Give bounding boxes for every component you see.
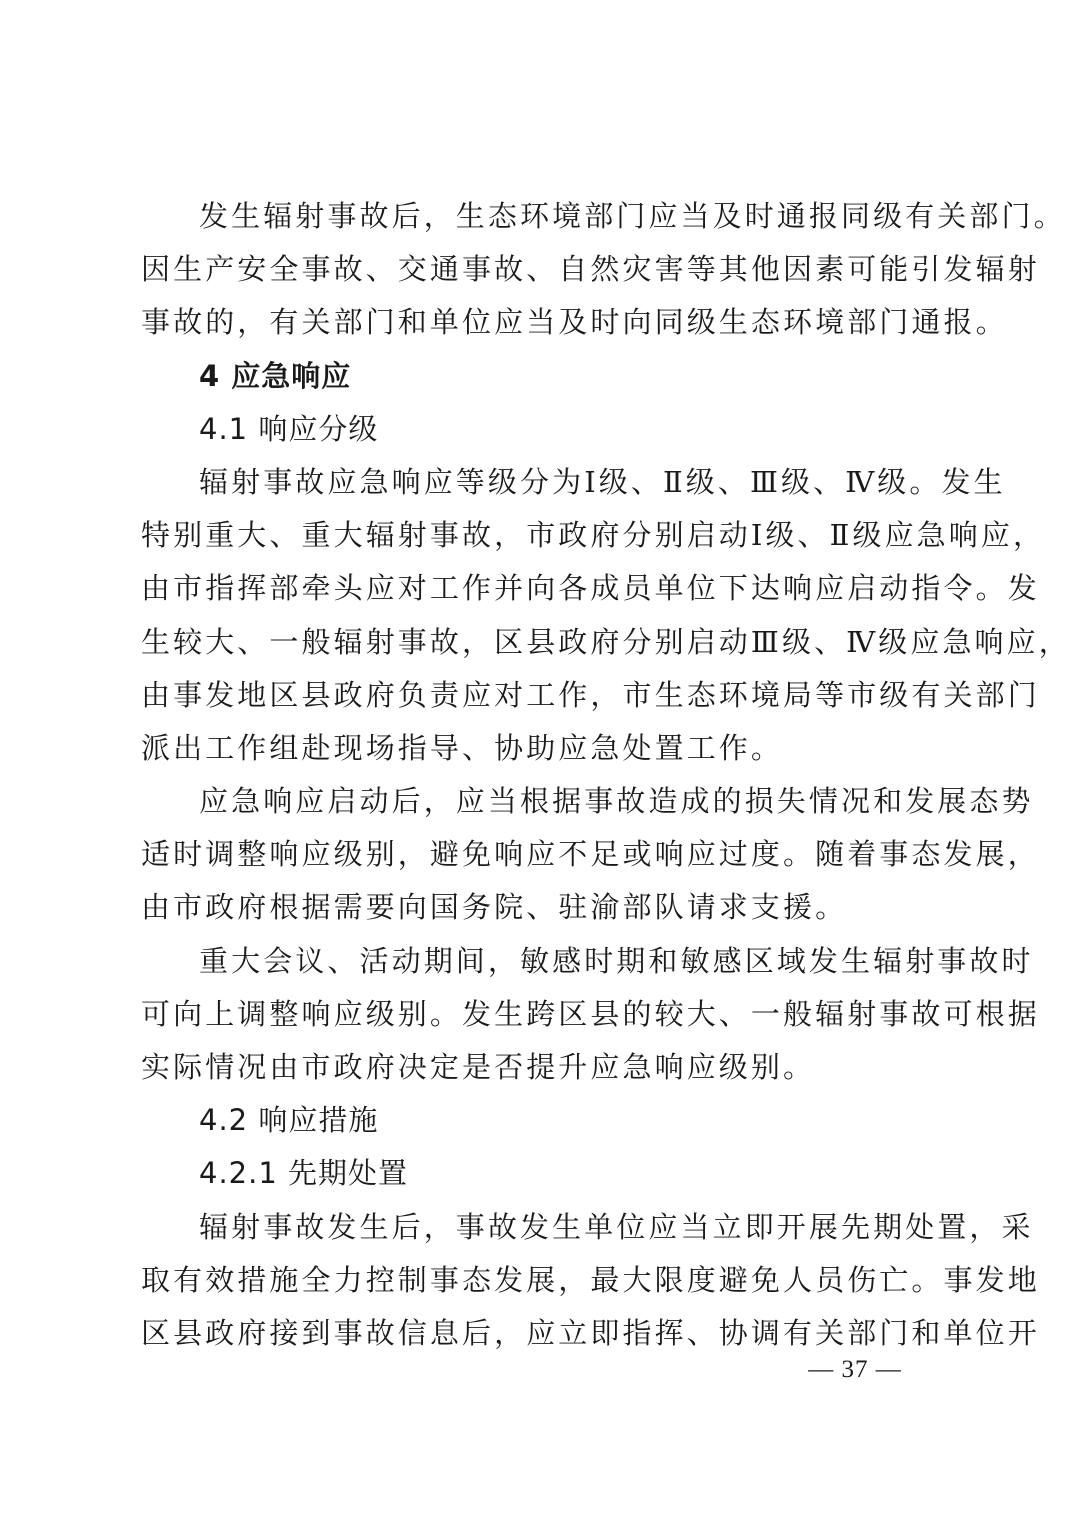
text-line: 因生产安全事故、交通事故、自然灾害等其他因素可能引发辐射 [141,252,1040,287]
text-line: 由市政府根据需要向国务院、驻渝部队请求支援。 [141,890,848,925]
subsection-heading: 4.1 响应分级 [199,411,379,446]
text-line: 可向上调整响应级别。发生跨区县的较大、一般辐射事故可根据 [141,996,1040,1031]
text-line: 事故的，有关部门和单位应当及时向同级生态环境部门通报。 [141,305,1008,340]
document-body [141,190,1071,1360]
text-line: 特别重大、重大辐射事故，市政府分别启动Ⅰ级、Ⅱ级应急响应， [141,518,1046,553]
text-line: 区县政府接到事故信息后，应立即指挥、协调有关部门和单位开 [141,1315,1040,1350]
section-heading: 4 应急响应 [199,358,352,393]
text-line: 实际情况由市政府决定是否提升应急响应级别。 [141,1050,816,1084]
page-number: — 37 — [808,1356,902,1383]
paragraph-first-line: 应急响应启动后，应当根据事故造成的损失情况和发展态势 [199,784,1034,819]
subsection-heading: 4.2 响应措施 [199,1103,379,1138]
text-line: 由事发地区县政府负责应对工作，市生态环境局等市级有关部门 [141,677,1040,712]
paragraph-first-line: 重大会议、活动期间，敏感时期和敏感区域发生辐射事故时 [199,943,1034,978]
text-line: 生较大、一般辐射事故，区县政府分别启动Ⅲ级、Ⅳ级应急响应， [141,624,1071,659]
paragraph-first-line: 辐射事故发生后，事故发生单位应当立即开展先期处置，采 [199,1209,1034,1244]
text-line: 派出工作组赴现场指导、协助应急处置工作。 [141,730,784,765]
text-line: 由市指挥部牵头应对工作并向各成员单位下达响应启动指令。发 [141,571,1040,606]
text-line: 取有效措施全力控制事态发展，最大限度避免人员伤亡。事发地 [141,1262,1040,1297]
text-line: 适时调整响应级别，避免响应不足或响应过度。随着事态发展， [141,837,1040,872]
subsection-heading: 4.2.1 先期处置 [199,1156,409,1191]
paragraph-first-line: 辐射事故应急响应等级分为Ⅰ级、Ⅱ级、Ⅲ级、Ⅳ级。发生 [199,464,1006,499]
paragraph-first-line: 发生辐射事故后，生态环境部门应当及时通报同级有关部门。 [199,199,1066,233]
